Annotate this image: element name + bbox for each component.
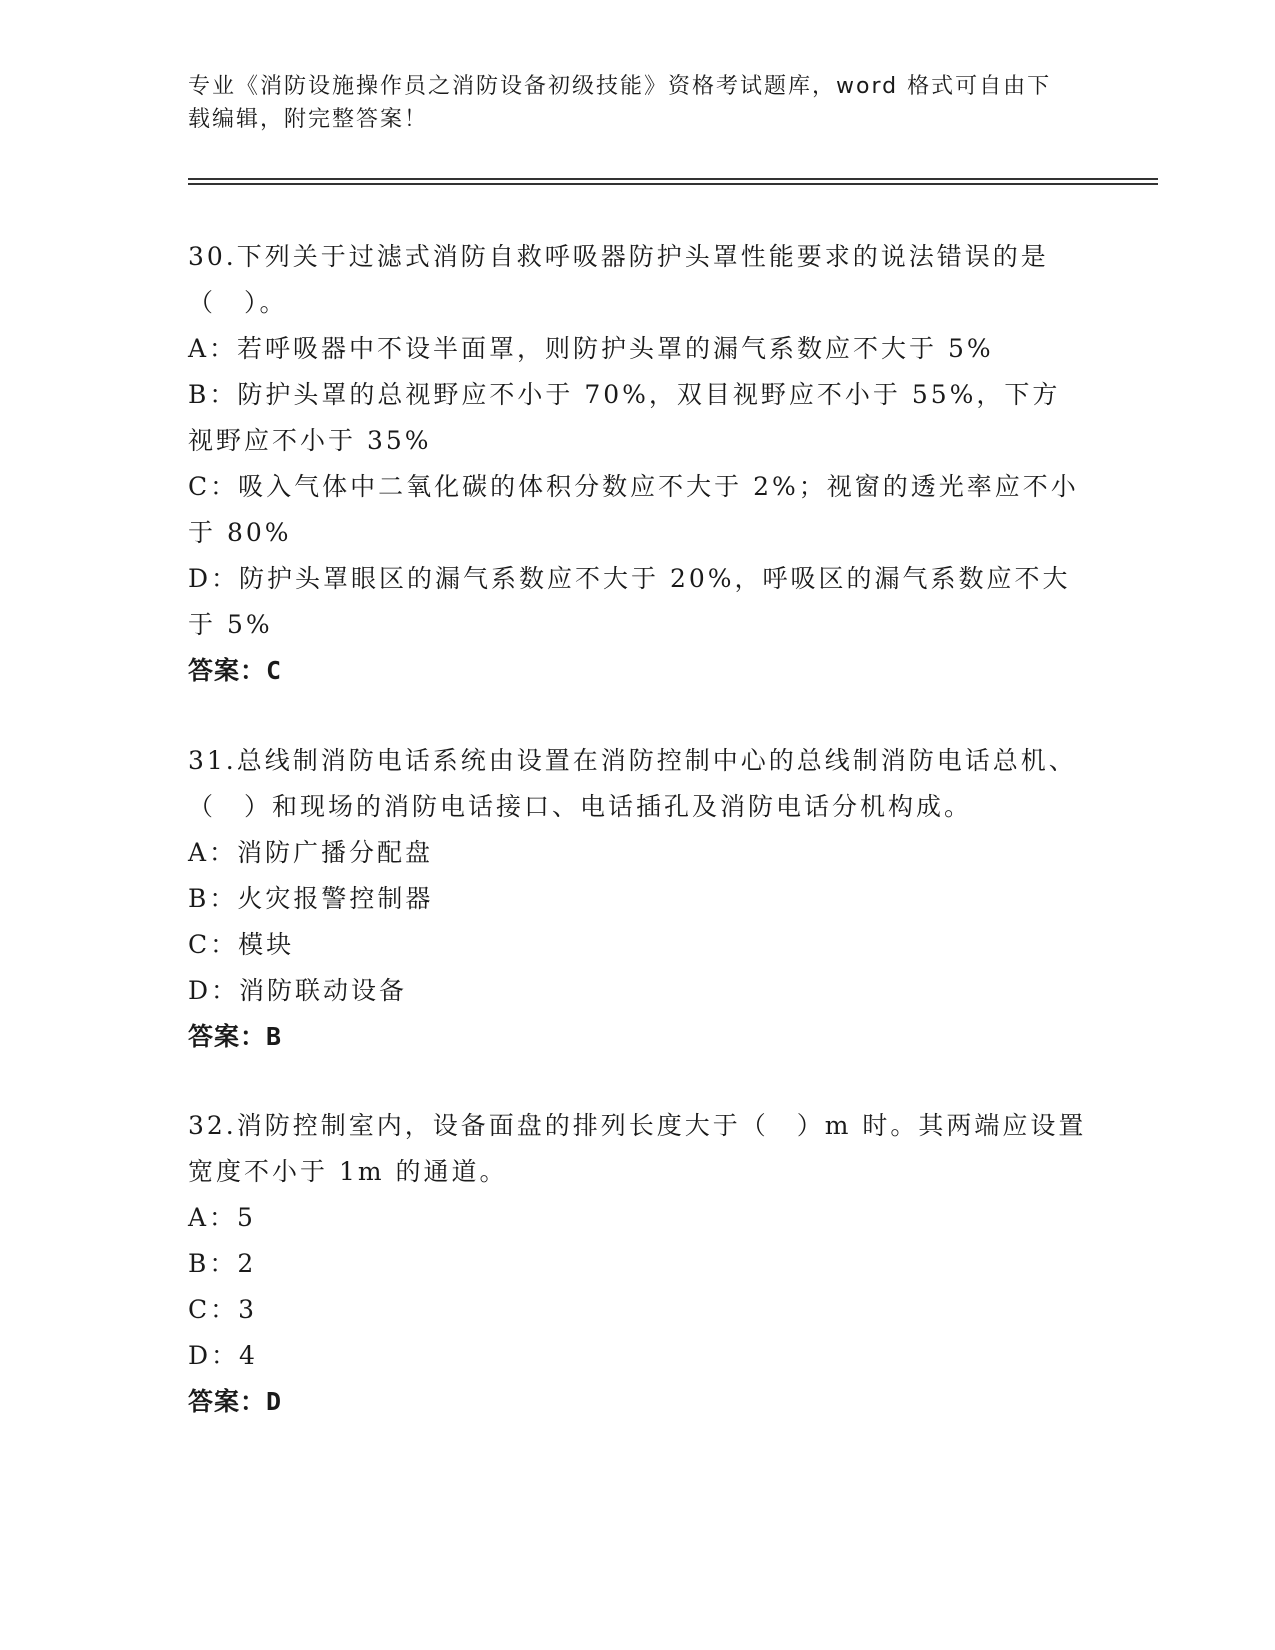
option-c: C：3 bbox=[188, 1295, 258, 1324]
option-a: A：消防广播分配盘 bbox=[188, 838, 434, 867]
option-b: B：2 bbox=[188, 1249, 257, 1278]
option-d: D：4 bbox=[188, 1341, 258, 1370]
document-header: 专业《消防设施操作员之消防设备初级技能》资格考试题库，word 格式可自由下载编辑，附完整答案！ bbox=[188, 74, 1052, 132]
option-b: B：火灾报警控制器 bbox=[188, 884, 434, 913]
question-stem: 31.总线制消防电话系统由设置在消防控制中心的总线制消防电话总机、（ ）和现场的消防电话接口、电话插孔及消防电话分机构成。 bbox=[188, 746, 1077, 821]
header-divider-top bbox=[188, 178, 1158, 180]
question-stem: 32.消防控制室内，设备面盘的排列长度大于（ ）m 时。其两端应设置宽度不小于 1m 的通道。 bbox=[188, 1111, 1087, 1186]
option-a: A：若呼吸器中不设半面罩，则防护头罩的漏气系数应不大于 5% bbox=[188, 334, 994, 363]
answer: 答案：D bbox=[188, 1387, 283, 1416]
question-stem: 30.下列关于过滤式消防自救呼吸器防护头罩性能要求的说法错误的是（ ）。 bbox=[188, 242, 1049, 317]
option-c: C：吸入气体中二氧化碳的体积分数应不大于 2%；视窗的透光率应不小于 80% bbox=[188, 472, 1079, 547]
option-d: D：防护头罩眼区的漏气系数应不大于 20%，呼吸区的漏气系数应不大于 5% bbox=[188, 564, 1071, 639]
answer: 答案：C bbox=[188, 656, 283, 685]
question-30 bbox=[188, 234, 1088, 694]
header-divider-bottom bbox=[188, 183, 1158, 185]
question-31 bbox=[188, 738, 1088, 1060]
option-a: A：5 bbox=[188, 1203, 256, 1232]
question-32 bbox=[188, 1103, 1088, 1425]
option-c: C：模块 bbox=[188, 930, 295, 959]
answer: 答案：B bbox=[188, 1022, 283, 1051]
option-d: D：消防联动设备 bbox=[188, 976, 408, 1005]
option-b: B：防护头罩的总视野应不小于 70%，双目视野应不小于 55%，下方视野应不小于 35% bbox=[188, 380, 1061, 455]
